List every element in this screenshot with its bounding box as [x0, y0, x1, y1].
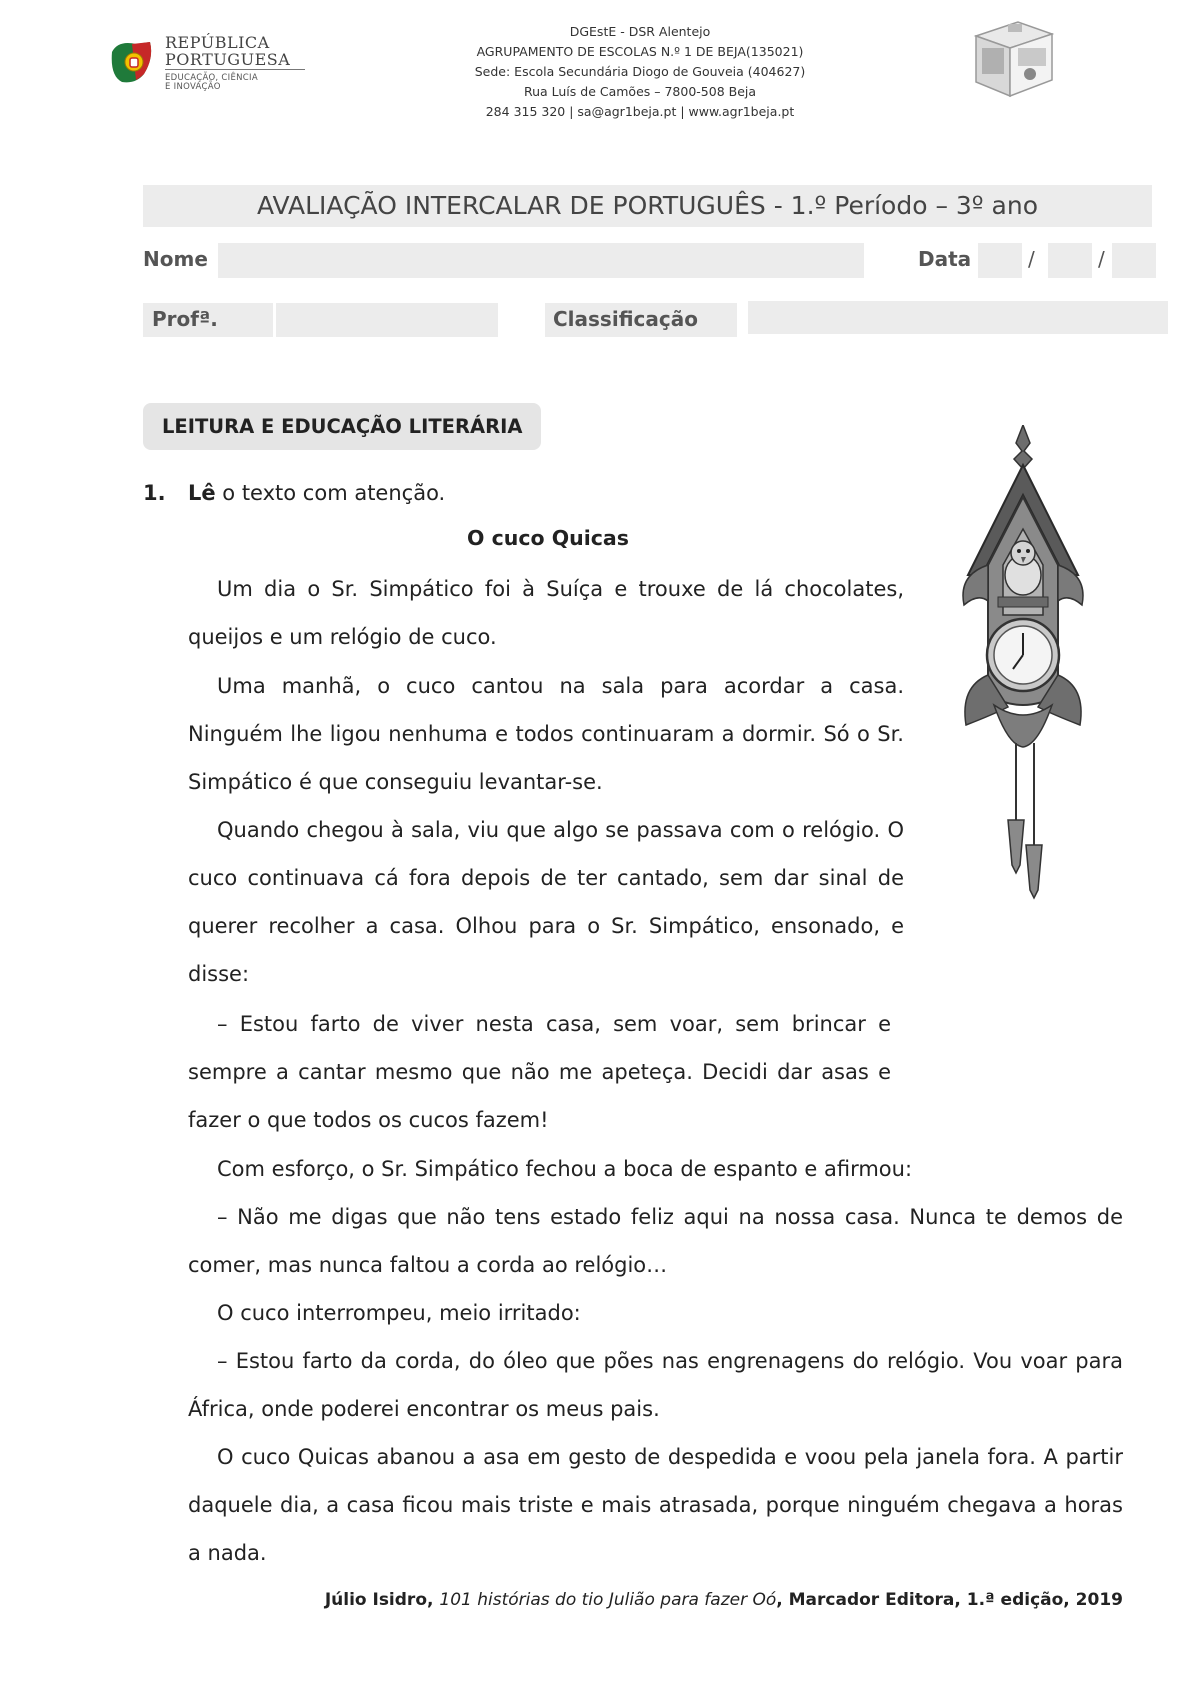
classificacao-label: Classificação	[553, 307, 698, 331]
story-paragraph: O cuco Quicas abanou a asa em gesto de despedida e voou pela janela fora. A partir daquele dia, a casa ficou mais triste e mais atrasada, porque ninguém chegava a horas a nada.	[188, 1445, 1123, 1565]
story-paragraph: – Não me digas que não tens estado feliz aqui na nossa casa. Nunca te demos de comer, mas nunca faltou a corda ao relógio…	[188, 1205, 1123, 1277]
date-separator: /	[1028, 247, 1035, 271]
source-citation	[325, 1590, 1123, 1610]
page-title: AVALIAÇÃO INTERCALAR DE PORTUGUÊS - 1.º Período – 3º ano	[257, 191, 1038, 220]
nome-label: Nome	[143, 247, 208, 271]
header-line-agrupamento: AGRUPAMENTO DE ESCOLAS N.º 1 DE BEJA(135021)	[476, 44, 804, 59]
classificacao-field[interactable]	[748, 301, 1168, 334]
story-paragraph: Uma manhã, o cuco cantou na sala para acordar a casa. Ninguém lhe ligou nenhuma e todos continuaram a dormir. Só o Sr. Simpático é que conseguiu levantar-se.	[188, 674, 904, 794]
school-header	[400, 22, 880, 122]
instruction-verb: Lê	[188, 481, 216, 505]
section-heading: LEITURA E EDUCAÇÃO LITERÁRIA	[143, 403, 541, 450]
nome-field[interactable]	[218, 243, 864, 278]
story-paragraph: O cuco interrompeu, meio irritado:	[217, 1301, 581, 1325]
cuckoo-clock-icon	[958, 425, 1088, 915]
logo-divider	[165, 69, 305, 70]
header-line-sede: Sede: Escola Secundária Diogo de Gouveia (404627)	[474, 64, 806, 79]
data-label: Data	[918, 247, 972, 271]
story-paragraph: Quando chegou à sala, viu que algo se passava com o relógio. O cuco continuava cá fora depois de ter cantado, sem dar sinal de querer recolher a casa. Olhou para o Sr. Simpático, ensonado, e disse:	[188, 818, 904, 986]
story-title: O cuco Quicas	[467, 526, 629, 550]
story-paragraph: Com esforço, o Sr. Simpático fechou a boca de espanto e afirmou:	[217, 1157, 913, 1181]
question-instruction	[188, 481, 445, 505]
prof-label: Profª.	[152, 307, 218, 331]
citation-publisher: , Marcador Editora, 1.ª edição, 2019	[776, 1590, 1123, 1610]
story-paragraph: – Estou farto de viver nesta casa, sem voar, sem brincar e sempre a cantar mesmo que não me apeteça. Decidi dar asas e fazer o que todos os cucos fazem!	[188, 1012, 891, 1132]
date-month-field[interactable]	[1048, 243, 1092, 278]
school-cube-logo-icon	[968, 18, 1058, 100]
story-paragraph: – Estou farto da corda, do óleo que pões nas engrenagens do relógio. Vou voar para África, onde poderei encontrar os meus pais.	[188, 1349, 1123, 1421]
question-number: 1.	[143, 481, 166, 505]
instruction-rest: o texto com atenção.	[215, 481, 446, 505]
citation-book: 101 histórias do tio Julião para fazer Oó	[439, 1590, 777, 1610]
citation-author: Júlio Isidro,	[324, 1590, 440, 1610]
header-line-address: Rua Luís de Camões – 7800-508 Beja	[523, 84, 757, 99]
logo-text: REPÚBLICA PORTUGUESA	[165, 33, 291, 69]
date-separator: /	[1098, 247, 1105, 271]
date-day-field[interactable]	[978, 243, 1022, 278]
date-year-field[interactable]	[1112, 243, 1156, 278]
header-line-contacts: 284 315 320 | sa@agr1beja.pt | www.agr1beja.pt	[485, 104, 795, 119]
header-line-dgeste: DGEstE - DSR Alentejo	[569, 24, 711, 39]
logo-subtext: EDUCAÇÃO, CIÊNCIA E INOVAÇÃO	[165, 73, 258, 92]
story-paragraph: Um dia o Sr. Simpático foi à Suíça e trouxe de lá chocolates, queijos e um relógio de cuco.	[188, 577, 904, 649]
prof-field[interactable]	[276, 303, 498, 337]
